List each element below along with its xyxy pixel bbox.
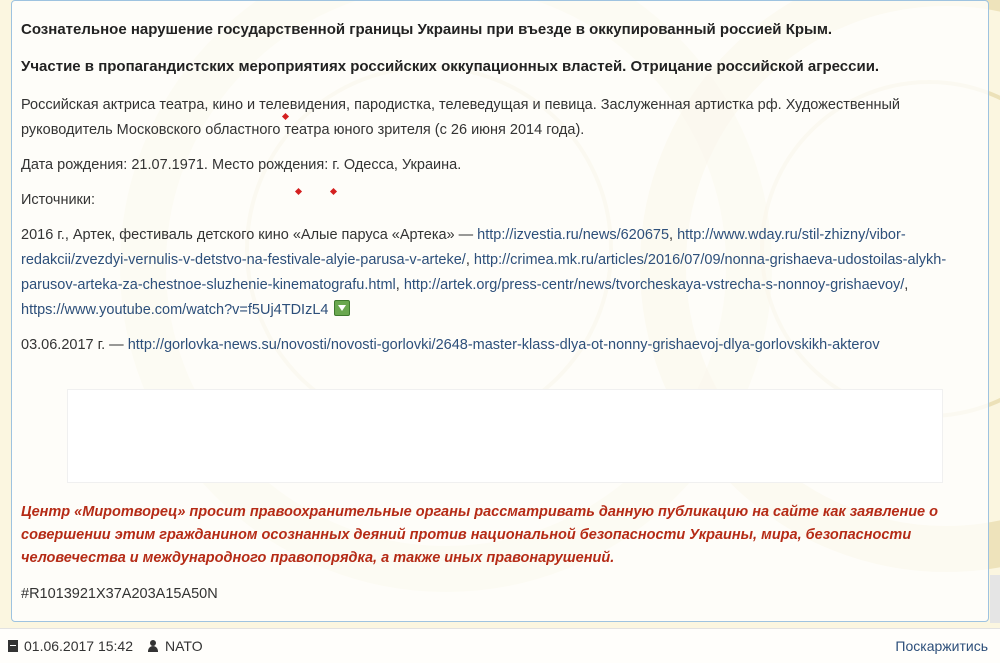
headline-violation: Сознательное нарушение государственной границы Украины при въезде в оккупированный россией Крым. bbox=[21, 21, 833, 38]
sources-label: Источники: bbox=[21, 191, 96, 208]
download-icon[interactable] bbox=[334, 300, 350, 316]
record-hash-id: #R1013921X37A203A15A50N bbox=[21, 586, 218, 602]
scrollbar[interactable] bbox=[990, 575, 1000, 623]
source-link[interactable]: https://www.youtube.com/watch?v=f5Uj4TDIzL4 bbox=[21, 301, 329, 318]
post-date-text: 01.06.2017 15:42 bbox=[24, 638, 133, 654]
source-link[interactable]: http://www.wday.ru/stil-zhizny/vibor-redakcii/zvezdyi-vernulis-v-detstvo-na-festivale-alyie-parusa-v-arteke/ bbox=[21, 226, 906, 268]
source-link[interactable]: http://izvestia.ru/news/620675 bbox=[477, 226, 670, 243]
blank-content-area bbox=[67, 389, 943, 483]
article-card bbox=[11, 0, 989, 622]
post-author bbox=[147, 638, 203, 654]
biography: Российская актриса театра, кино и телевидения, пародистка, телеведущая и певица. Заслуженная артистка рф. Художественный руководитель Московского областного театра юного зрителя (с 26 июня 2014 года). bbox=[21, 97, 900, 138]
source-entry-2016: 2016 г., Артек, фестиваль детского кино «Алые паруса «Артека» — http://izvestia.ru/news/620675, http://www.wday.ru/stil-zhizny/vibor-redakcii/zvezdyi-vernulis-v-detstvo-na-festivale-alyie-parusa-v-arteke/, http://crimea.mk.ru/articles/2016/07/09/nonna-grishaeva-udostoilas-alykh-parusov-arteka-za-chestnoe-sluzhenie-kinematografu.html, http://artek.org/press-centr/news/tvorcheskaya-vstrecha-s-nonnoy-grishaevoy/, https://www.youtube.com/watch?v=f5Uj4TDIzL4 bbox=[21, 226, 947, 318]
report-link[interactable]: Поскаржитись bbox=[895, 638, 988, 654]
source-link[interactable]: http://crimea.mk.ru/articles/2016/07/09/nonna-grishaeva-udostoilas-alykh-parusov-arteka-za-chestnoe-sluzhenie-kinematografu.html bbox=[21, 251, 947, 293]
source-link[interactable]: http://gorlovka-news.su/novosti/novosti-gorlovki/2648-master-klass-dlya-ot-nonny-grishaevoj-dlya-gorlovskikh-akterov bbox=[127, 336, 880, 353]
user-icon bbox=[147, 640, 159, 652]
source-prefix: 2016 г., Артек, фестиваль детского кино «Алые паруса «Артека» — bbox=[21, 226, 478, 243]
headline-propaganda: Участие в пропагандистских мероприятиях российских оккупационных властей. Отрицание российской агрессии. bbox=[21, 58, 880, 75]
post-author-text: NATO bbox=[165, 638, 203, 654]
post-date bbox=[8, 638, 133, 654]
source-link[interactable]: http://artek.org/press-centr/news/tvorcheskaya-vstrecha-s-nonnoy-grishaevoy/ bbox=[403, 276, 905, 293]
birth-info: Дата рождения: 21.07.1971. Место рождения: г. Одесса, Украина. bbox=[21, 156, 462, 173]
source-prefix: 03.06.2017 г. — bbox=[21, 336, 128, 353]
warning-notice: Центр «Миротворец» просит правоохранительные органы рассматривать данную публикацию на сайте как заявление о совершении этим гражданином осознанных деяний против национальной безопасности Украины, мира, безопасности человечества и международного правопорядка, а также иных правонарушений. bbox=[21, 504, 939, 567]
post-footer bbox=[0, 628, 1000, 663]
calendar-icon bbox=[8, 640, 18, 652]
source-entry-2017 bbox=[21, 333, 988, 358]
